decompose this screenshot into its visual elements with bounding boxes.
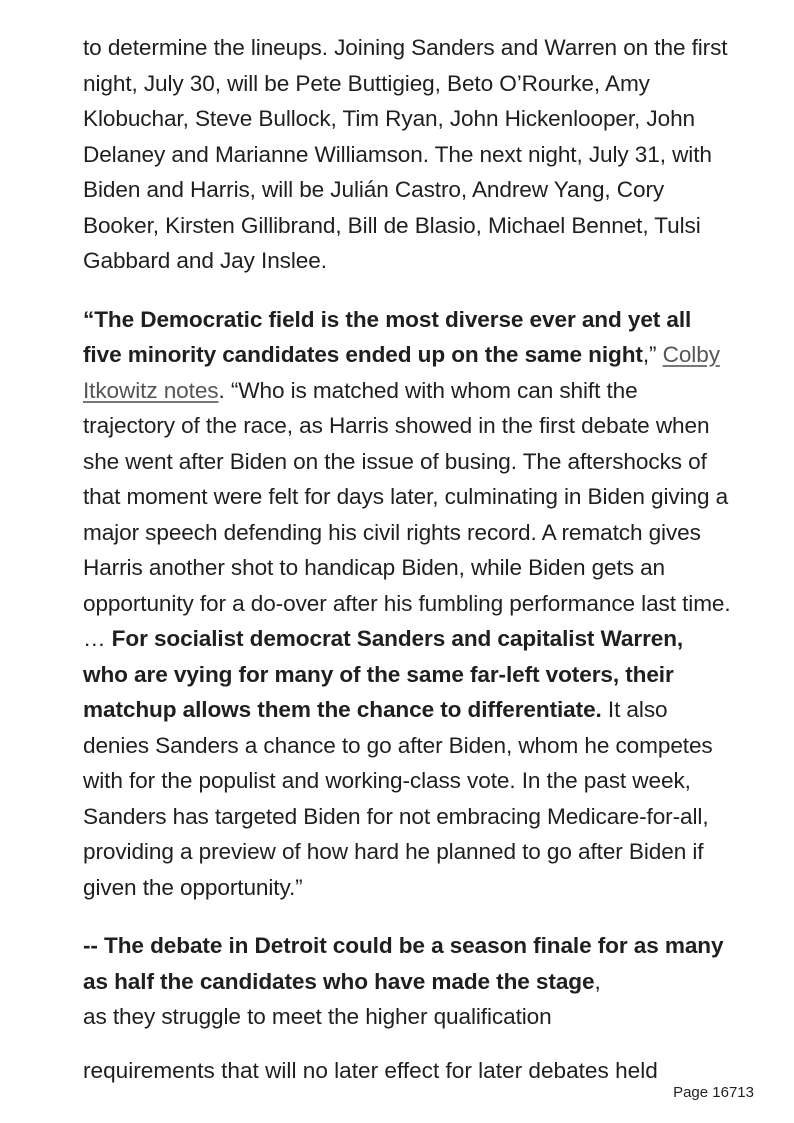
season-finale-tail: , as they struggle to meet the higher qualification	[83, 968, 601, 1029]
paragraph-lineups: to determine the lineups. Joining Sanders and Warren on the first night, July 30, will be Pete Buttigieg, Beto O’Rourke, Amy Klobuchar, Steve Bullock, Tim Ryan, John Hickenlooper, John Delaney and Marianne Williamson. The next night, July 31, with Biden and Harris, will be Julián Castro, Andrew Yang, Cory Booker, Kirsten Gillibrand, Bill de Blasio, Michael Bennet, Tulsi Gabbard and Jay Inslee.	[83, 35, 728, 273]
quote-body: . “Who is matched with whom can shift the trajectory of the race, as Harris showed in the first debate when she went after Biden on the issue of busing. The aftershocks of that moment were felt for days later, culminating in Biden giving a major speech defending his civil rights record. A rematch gives Harris another shot to handicap Biden, while Biden gets an opportunity for a do-over after his fumbling performance last time. …	[83, 377, 731, 651]
clipped-text-line	[83, 1058, 733, 1088]
quote-tail: It also denies Sanders a chance to go after Biden, whom he competes with for the populist and working-class vote. In the past week, Sanders has targeted Biden for not embracing Medicare-for-all, providing a preview of how hard he planned to go after Biden if given the opportunity.”	[83, 697, 713, 900]
author-link-colby-itkowitz[interactable]: Colby Itkowitz notes	[83, 342, 720, 403]
paragraph-diversity-quote	[83, 302, 733, 906]
page-number: Page 16713	[673, 1084, 754, 1101]
bold-lead-season-finale: -- The debate in Detroit could be a season finale for as many as half the candidates who have made the stage	[83, 933, 724, 994]
bold-lead-diversity: “The Democratic field is the most diverse ever and yet all five minority candidates ended up on the same night	[83, 306, 692, 367]
clipped-text: requirements that will no later effect for later debates held	[83, 1058, 658, 1083]
quote-attribution-punct: ,”	[642, 342, 663, 367]
bold-sanders-warren: For socialist democrat Sanders and capitalist Warren, who are vying for many of the same far-left voters, their matchup allows them the chance to differentiate.	[83, 626, 684, 722]
paragraph-season-finale	[83, 928, 733, 1035]
document-body	[83, 30, 733, 1035]
